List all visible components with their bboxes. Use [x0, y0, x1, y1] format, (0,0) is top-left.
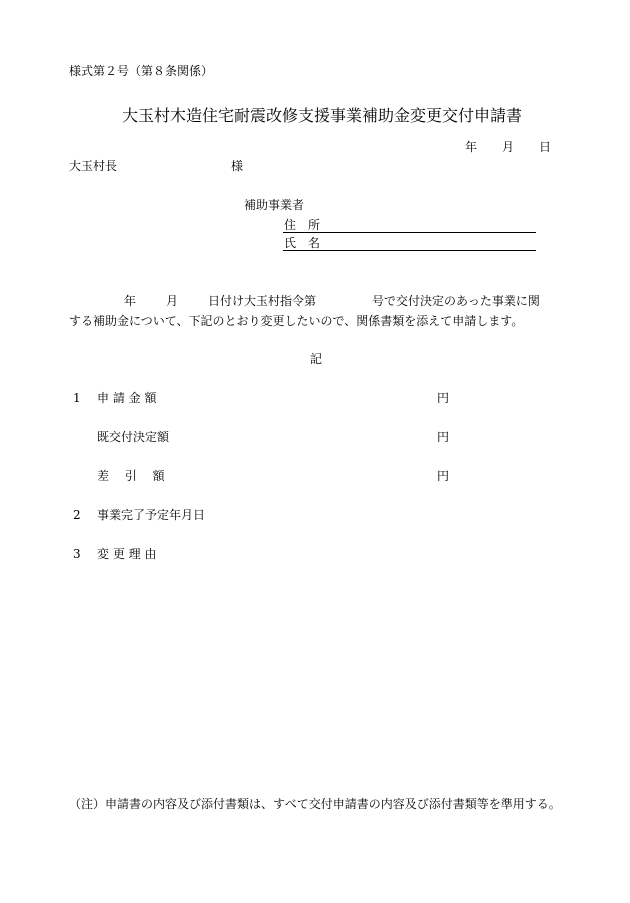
applicant-heading: 補助事業者	[244, 198, 305, 212]
body-line1-rest: 日付け大玉村指令第	[208, 294, 317, 308]
form-label: 様式第２号（第８条関係）	[69, 64, 214, 78]
date-month: 月	[502, 140, 515, 154]
ki-heading: 記	[310, 352, 323, 366]
item-unit: 円	[437, 391, 450, 405]
item-number: 1	[73, 391, 81, 405]
footnote: （注）申請書の内容及び添付書類は、すべて交付申請書の内容及び添付書類等を準用する。	[69, 797, 561, 811]
item-number: 3	[73, 547, 81, 561]
item-label: 差 引 額	[97, 469, 165, 483]
body-line1-tail: 号で交付決定のあった事業に関	[372, 294, 540, 308]
addressee-honorific: 様	[231, 159, 244, 173]
body-line2: する補助金について、下記のとおり変更したいので、関係書類を添えて申請します。	[69, 314, 524, 328]
item-unit: 円	[437, 430, 450, 444]
item-number: 2	[73, 508, 81, 522]
date-day: 日	[539, 140, 552, 154]
body-month: 月	[166, 294, 179, 308]
body-year: 年	[124, 294, 137, 308]
date-year: 年	[465, 140, 478, 154]
document-title: 大玉村木造住宅耐震改修支援事業補助金変更交付申請書	[122, 106, 523, 125]
name-field-line	[283, 250, 536, 251]
item-unit: 円	[437, 469, 450, 483]
name-label: 氏 名	[284, 236, 321, 250]
address-label: 住 所	[284, 218, 321, 232]
item-label: 申 請 金 額	[97, 391, 157, 405]
address-field-line	[283, 232, 536, 233]
item-label: 変 更 理 由	[97, 547, 157, 561]
addressee-name: 大玉村長	[69, 159, 118, 173]
item-label: 事業完了予定年月日	[97, 508, 206, 522]
item-label: 既交付決定額	[97, 430, 170, 444]
